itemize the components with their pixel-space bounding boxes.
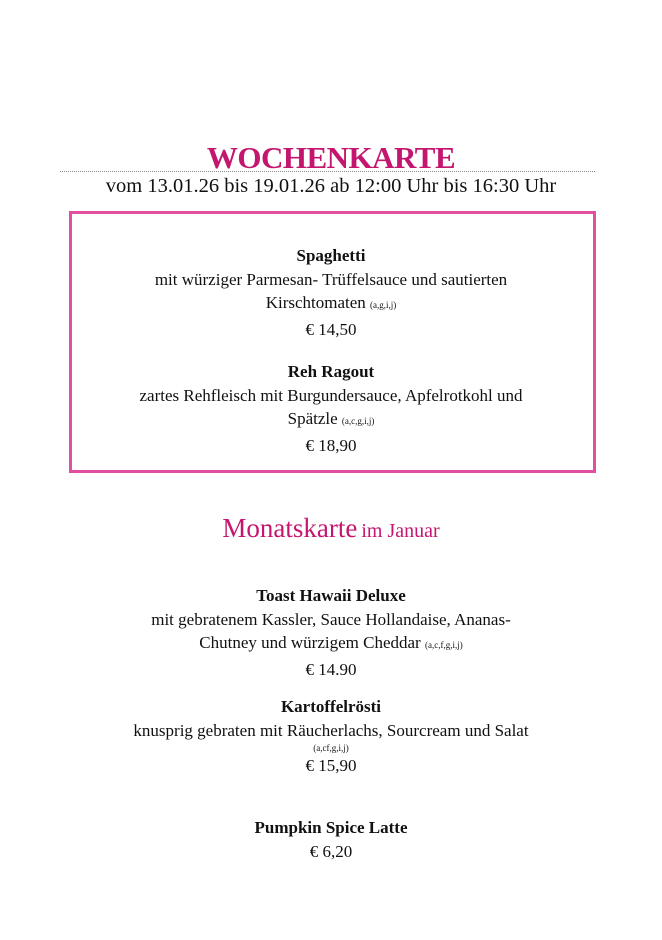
- dish-description-cont: Spätzle (a,c,g,i,j): [287, 409, 375, 428]
- monthly-item-toast-hawaii: [0, 584, 662, 681]
- allergen-codes: (a,c,g,i,j): [341, 416, 375, 426]
- dish-description-cont: Kirschtomaten (a,g,i,j): [265, 293, 397, 312]
- dish-name: Toast Hawaii Deluxe: [256, 586, 406, 605]
- title-divider: [60, 171, 595, 172]
- dish-price: € 14,50: [305, 319, 357, 339]
- dish-description: zartes Rehfleisch mit Burgundersauce, Apfelrotkohl und: [139, 385, 523, 405]
- allergen-codes: (a,c,f,g,i,j): [424, 640, 463, 650]
- weekly-menu-dates: vom 13.01.26 bis 19.01.26 ab 12:00 Uhr bis 16:30 Uhr: [105, 175, 557, 197]
- dish-name: Reh Ragout: [287, 362, 375, 381]
- dish-description: knusprig gebraten mit Räucherlachs, Sourcream und Salat: [133, 720, 529, 740]
- allergen-codes: (a,g,i,j): [370, 300, 397, 310]
- dish-price: € 6,20: [309, 841, 353, 861]
- monthly-menu-title: Monatskarte im Januar: [222, 513, 440, 543]
- dish-price: € 15,90: [305, 756, 357, 775]
- dish-description: mit würziger Parmesan- Trüffelsauce und sautierten: [154, 269, 508, 289]
- dish-description-cont: Chutney und würzigem Cheddar (a,c,f,g,i,j): [199, 633, 463, 652]
- allergen-codes: (a,cf,g,i,j): [313, 743, 349, 753]
- dish-name: Spaghetti: [296, 246, 366, 265]
- dish-name: Pumpkin Spice Latte: [254, 818, 408, 837]
- monthly-item-pumpkin-spice-latte: [0, 816, 662, 863]
- weekly-item-reh-ragout: [0, 360, 662, 457]
- dish-price: € 14.90: [305, 659, 357, 679]
- dish-name: Kartoffelrösti: [280, 697, 382, 716]
- weekly-item-spaghetti: [0, 244, 662, 341]
- monthly-item-kartoffelroesti: [0, 695, 662, 778]
- weekly-menu-title: WOCHENKARTE: [206, 140, 456, 175]
- dish-price: € 18,90: [305, 435, 357, 455]
- dish-description: mit gebratenem Kassler, Sauce Hollandaise, Ananas-: [151, 609, 511, 629]
